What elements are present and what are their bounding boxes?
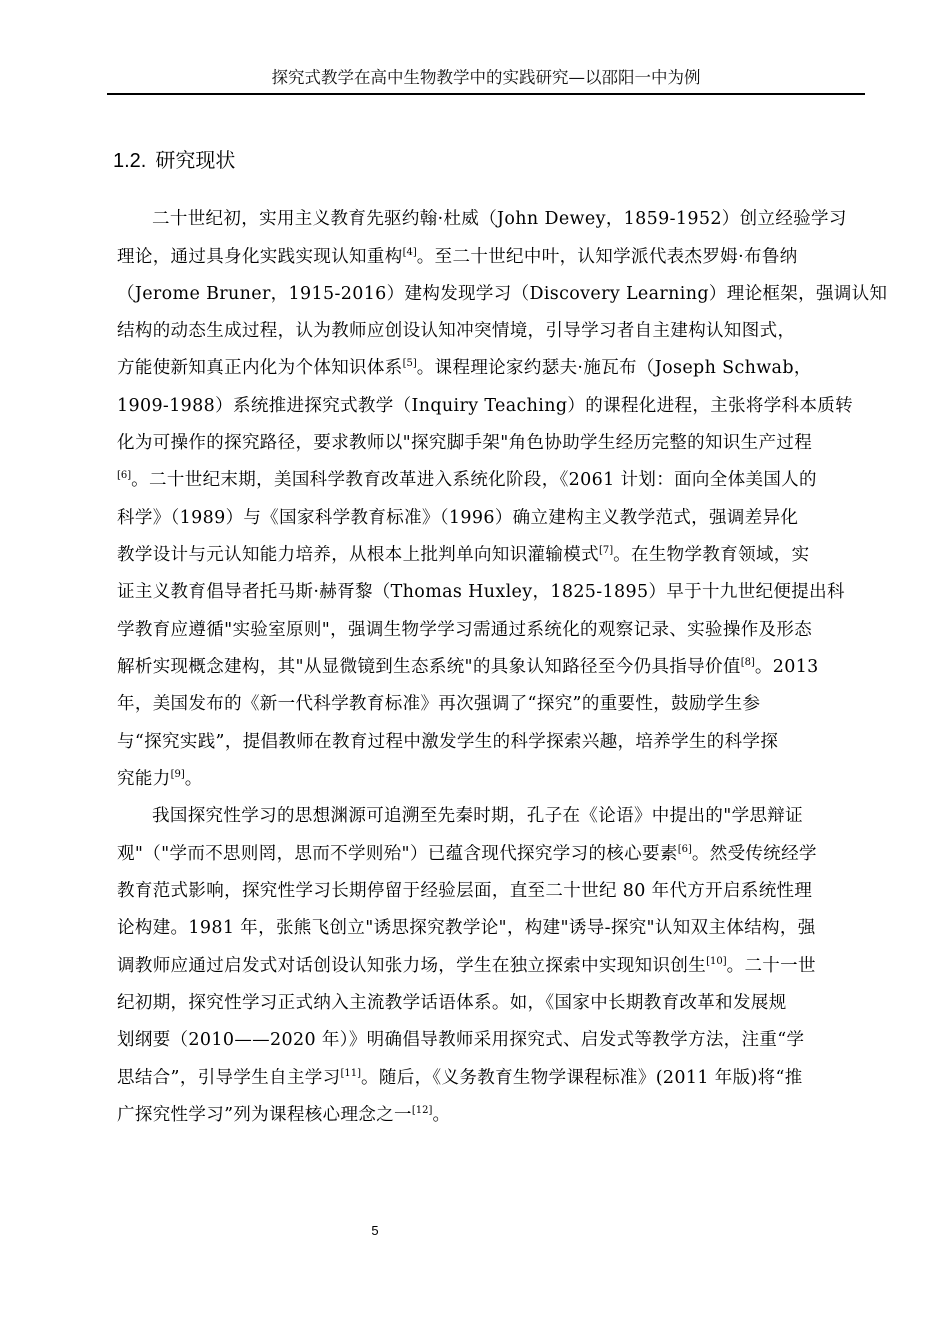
citation-ref: [12]	[411, 1105, 433, 1116]
paragraph-line: 论构建。1981 年，张熊飞创立"诱思探究教学论"，构建"诱导-探究"认知双主体结构，强	[117, 918, 816, 938]
paragraph-line: 解析实现概念建构，其"从显微镜到生态系统"的具象认知路径至今仍具指导价值[8]。2013	[117, 657, 819, 677]
header-rule	[107, 93, 865, 95]
paragraph-line: 方能使新知真正内化为个体知识体系[5]。课程理论家约瑟夫·施瓦布（Joseph Schwab，	[117, 358, 812, 378]
citation-ref: [7]	[598, 545, 614, 556]
paragraph-line: 广探究性学习”列为课程核心理念之一[12]。	[117, 1105, 451, 1125]
paragraph-line: 教育范式影响，探究性学习长期停留于经验层面，直至二十世纪 80 年代方开启系统性理	[117, 881, 813, 901]
paragraph-line: 教学设计与元认知能力培养，从根本上批判单向知识灌输模式[7]。在生物学教育领域，实	[117, 545, 810, 565]
paragraph-line: 二十世纪初，实用主义教育先驱约翰·杜威（John Dewey，1859-1952）创立经验学习	[152, 209, 847, 229]
paragraph-line: 1909-1988）系统推进探究式教学（Inquiry Teaching）的课程化进程，主张将学科本质转	[117, 396, 853, 416]
paragraph-line: 证主义教育倡导者托马斯·赫胥黎（Thomas Huxley，1825-1895）早于十九世纪便提出科	[117, 582, 845, 602]
paragraph-line: 思结合”，引导学生自主学习[11]。随后，《义务教育生物学课程标准》(2011 年版)将“推	[117, 1068, 803, 1088]
citation-ref: [11]	[340, 1068, 362, 1079]
paragraph-line: 划纲要（2010——2020 年）》明确倡导教师采用探究式、启发式等教学方法，注重“学	[117, 1030, 805, 1050]
paragraph-line: 观"（"学而不思则罔，思而不学则殆"）已蕴含现代探究学习的核心要素[6]。然受传统经学	[117, 844, 817, 864]
paragraph-line: 科学》（1989）与《国家科学教育标准》（1996）确立建构主义教学范式，强调差异化	[117, 508, 799, 528]
paragraph-line: 我国探究性学习的思想渊源可追溯至先秦时期，孔子在《论语》中提出的"学思辩证	[152, 806, 803, 826]
section-heading	[113, 146, 235, 175]
paragraph-line: 纪初期，探究性学习正式纳入主流教学话语体系。如，《国家中长期教育改革和发展规	[117, 993, 787, 1013]
citation-ref: [9]	[170, 769, 185, 780]
citation-ref: [6]	[677, 844, 692, 855]
section-title: 研究现状	[155, 148, 236, 172]
paragraph-line: 年，美国发布的《新一代科学教育标准》再次强调了“探究”的重要性，鼓励学生参	[117, 694, 761, 714]
paragraph-line: 学教育应遵循"实验室原则"，强调生物学学习需通过系统化的观察记录、实验操作及形态	[117, 620, 813, 640]
section-number: 1.2.	[113, 150, 147, 172]
paragraph-line: [6]。二十世纪末期，美国科学教育改革进入系统化阶段，《2061 计划：面向全体美国人的	[117, 470, 817, 490]
citation-ref: [6]	[117, 470, 132, 481]
paragraph-line: 理论，通过具身化实践实现认知重构[4]。至二十世纪中叶，认知学派代表杰罗姆·布鲁纳	[117, 247, 798, 267]
paragraph-line: 究能力[9]。	[117, 769, 203, 789]
paragraph-line: 化为可操作的探究路径，要求教师以"探究脚手架"角色协助学生经历完整的知识生产过程	[117, 433, 813, 453]
paragraph-line: 结构的动态生成过程，认为教师应创设认知冲突情境，引导学习者自主建构认知图式，	[117, 321, 796, 341]
paragraph-line: 调教师应通过启发式对话创设认知张力场，学生在独立探索中实现知识创生[10]。二十一世	[117, 956, 816, 976]
paragraph-line: 与“探究实践”，提倡教师在教育过程中激发学生的科学探索兴趣，培养学生的科学探	[117, 732, 779, 752]
citation-ref: [4]	[402, 247, 417, 258]
citation-ref: [8]	[740, 657, 755, 668]
citation-ref: [5]	[402, 358, 417, 369]
paragraph-line: （Jerome Bruner，1915-2016）建构发现学习（Discovery Learning）理论框架，强调认知	[117, 284, 888, 304]
running-header: 探究式教学在高中生物教学中的实践研究—以邵阳一中为例	[271, 68, 701, 87]
page-number: 5	[371, 1223, 379, 1238]
citation-ref: [10]	[706, 956, 727, 967]
